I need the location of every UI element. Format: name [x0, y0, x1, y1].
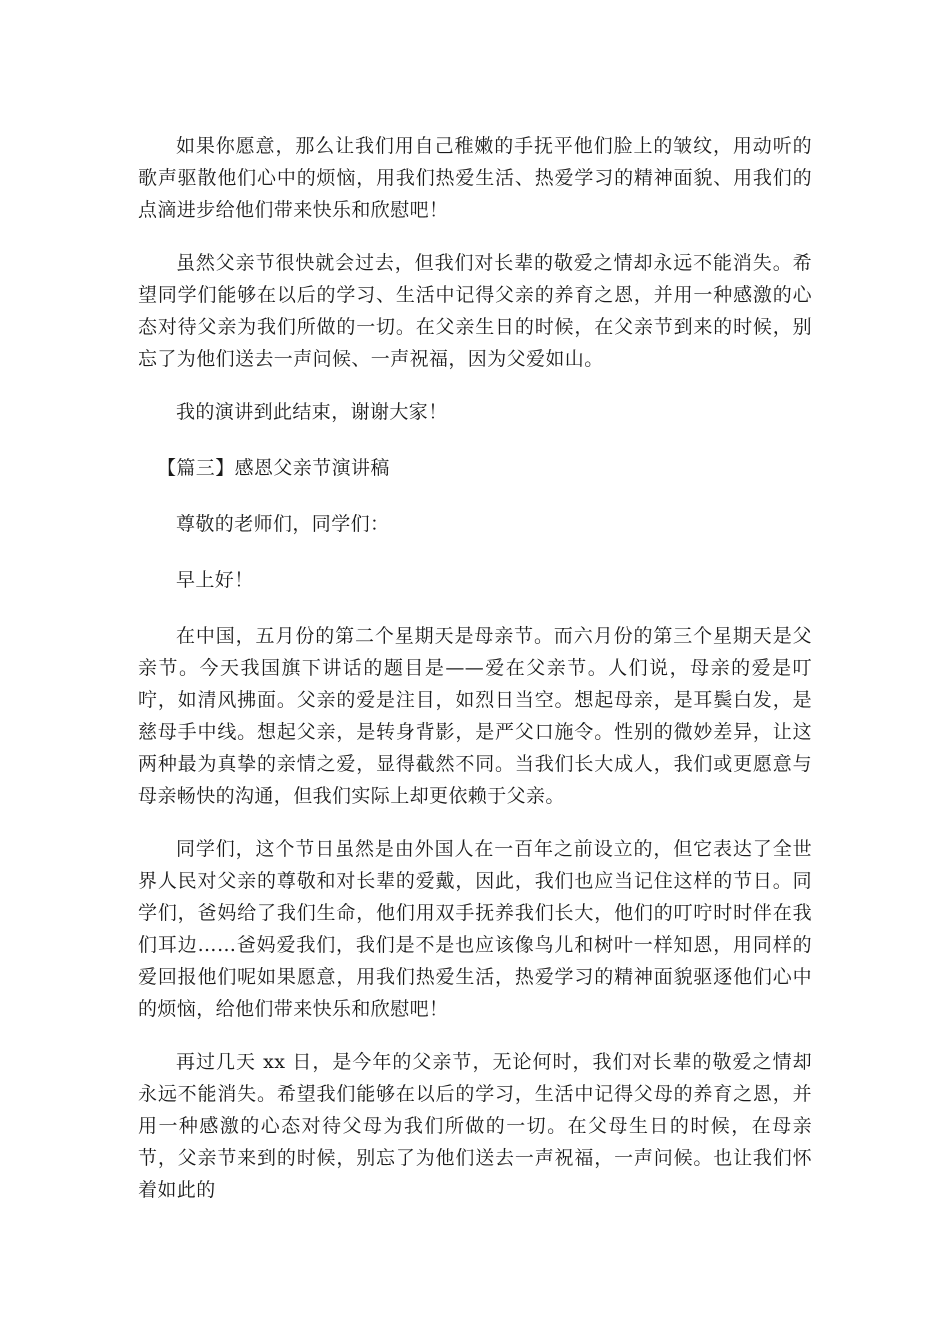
paragraph-7: 同学们，这个节日虽然是由外国人在一百年之前设立的，但它表达了全世界人民对父亲的尊敬和对长辈的爱戴，因此，我们也应当记住这样的节日。同学们，爸妈给了我们生命，他们用双手抚养我们长大，他们的叮咛时时伴在我们耳边……爸妈爱我们，我们是不是也应该像鸟儿和树叶一样知恩，用同样的爱回报他们呢如果愿意，用我们热爱生活，热爱学习的精神面貌驱逐他们心中的烦恼，给他们带来快乐和欣慰吧！ — [138, 838, 812, 1020]
paragraph-closing: 我的演讲到此结束，谢谢大家！ — [176, 401, 448, 423]
paragraph-6: 在中国，五月份的第二个星期天是母亲节。而六月份的第三个星期天是父亲节。今天我国旗下讲话的题目是——爱在父亲节。人们说，母亲的爱是叮咛，如清风拂面。父亲的爱是注目，如烈日当空。想起母亲，是耳鬓白发，是慈母手中线。想起父亲，是转身背影，是严父口施令。性别的微妙差异，让这两种最为真挚的亲情之爱，显得截然不同。当我们长大成人，我们或更愿意与母亲畅快的沟通，但我们实际上却更依赖于父亲。 — [138, 625, 812, 807]
paragraph-greeting: 早上好！ — [176, 569, 254, 591]
paragraph-8: 再过几天 xx 日，是今年的父亲节，无论何时，我们对长辈的敬爱之情却永远不能消失。希望我们能够在以后的学习，生活中记得父母的养育之恩，并用一种感激的心态对待父母为我们所做的一切。在父母生日的时候，在母亲节，父亲节来到的时候，别忘了为他们送去一声祝福，一声问候。也让我们怀着如此的 — [138, 1051, 812, 1201]
document-page — [138, 130, 812, 1227]
paragraph-2: 虽然父亲节很快就会过去，但我们对长辈的敬爱之情却永远不能消失。希望同学们能够在以后的学习、生活中记得父亲的养育之恩，并用一种感激的心态对待父亲为我们所做的一切。在父亲生日的时候，在父亲节到来的时候，别忘了为他们送去一声问候、一声祝福，因为父爱如山。 — [138, 252, 812, 370]
section-heading: 【篇三】感恩父亲节演讲稿 — [157, 457, 390, 479]
paragraph-1: 如果你愿意，那么让我们用自己稚嫩的手抚平他们脸上的皱纹，用动听的歌声驱散他们心中的烦恼，用我们热爱生活、热爱学习的精神面貌、用我们的点滴进步给他们带来快乐和欣慰吧！ — [138, 135, 812, 221]
paragraph-salutation: 尊敬的老师们，同学们： — [176, 513, 390, 535]
